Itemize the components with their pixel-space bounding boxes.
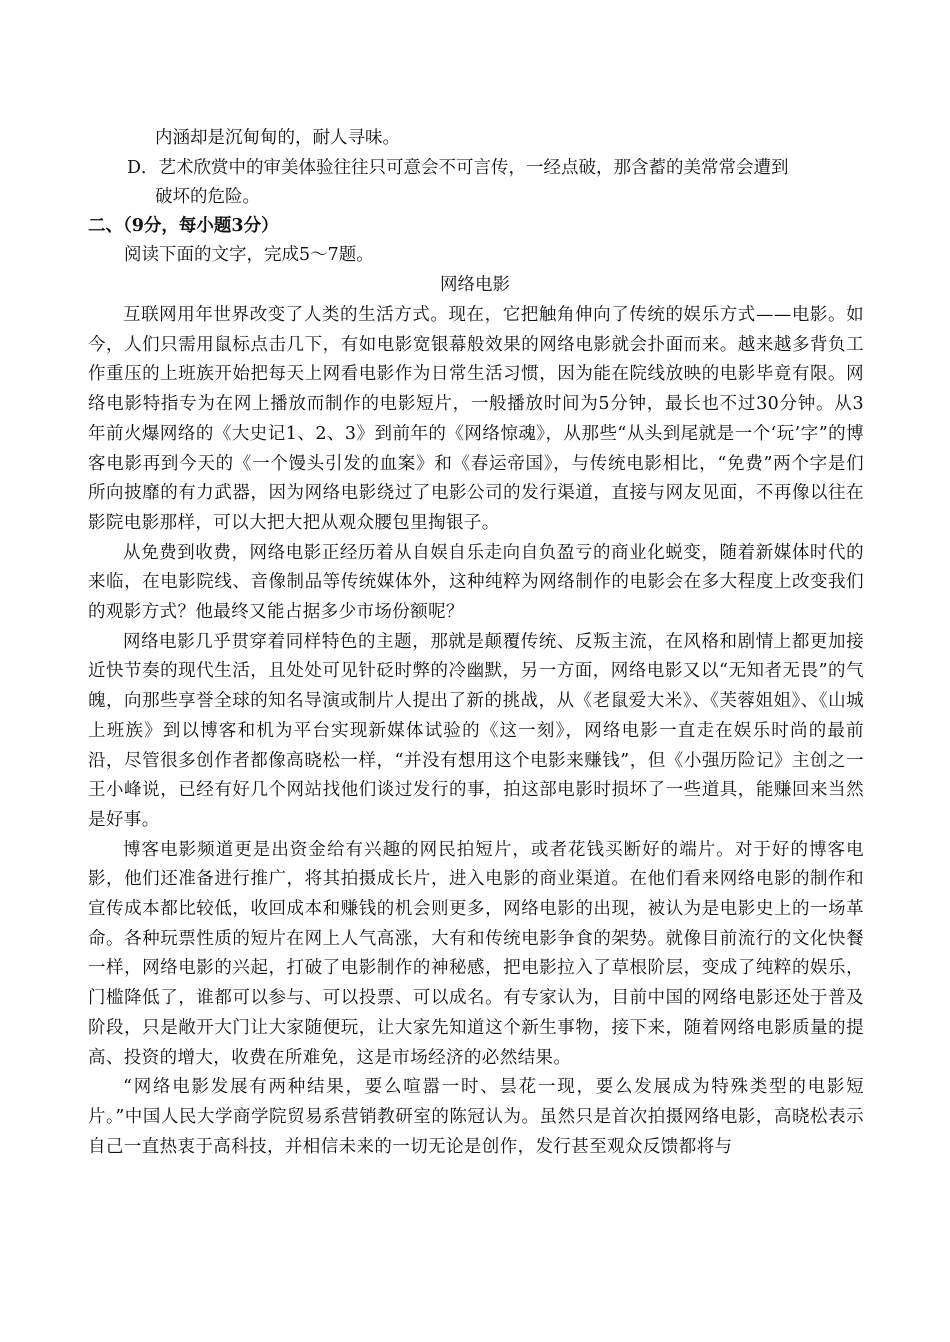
article-paragraph: “网络电影发展有两种结果，要么喧嚣一时、昙花一现，要么发展成为特殊类型的电影短片。”中国人民大学商学院贸易系营销教研室的陈冠认为。虽然只是首次拍摄网络电影，高晓松表示自己一直热衷于高科技，并相信未来的一切无论是创作，发行甚至观众反馈都将与 — [88, 1077, 864, 1157]
article-paragraph: 互联网用年世界改变了人类的生活方式。现在，它把触角伸向了传统的娱乐方式——电影。如今，人们只需用鼠标点击几下，有如电影宽银幕般效果的网络电影就会扑面而来。越来越多背负工作重压的上班族开始把每天上网看电影作为日常生活习惯，因为能在院线放映的电影毕竟有限。网络电影特指专为在网上播放而制作的电影短片，一般播放时间为5分钟，最长也不过30分钟。从3年前火爆网络的《大史记1、2、3》到前年的《网络惊魂》，从那些“从头到尾就是一个‘玩’字”的博客电影再到今天的《一个馒头引发的血案》和《春运帝国》，与传统电影相比，“免费”两个字是们所向披靡的有力武器，因为网络电影绕过了电影公司的发行渠道，直接与网友见面，不再像以往在影院电影那样，可以大把大把从观众腰包里掏银子。 — [88, 305, 864, 533]
option-d-line-1: D．艺术欣赏中的审美体验往往只可意会不可言传，一经点破，那含蓄的美常常会遭到 — [127, 158, 789, 178]
option-c-continuation: 内涵却是沉甸甸的，耐人寻味。 — [155, 128, 400, 148]
article-paragraph: 博客电影频道更是出资金给有兴趣的网民拍短片，或者花钱买断好的端片。对于好的博客电影，他们还准备进行推广，将其拍摄成长片，进入电影的商业渠道。在他们看来网络电影的制作和宣传成本都比较低，收回成本和赚钱的机会则更多，网络电影的出现，被认为是电影史上的一场革命。各种玩票性质的短片在网上人气高涨，大有和传统电影争食的架势。就像目前流行的文化快餐一样，网络电影的兴起，打破了电影制作的神秘感，把电影拉入了草根阶层，变成了纯粹的娱乐，门槛降低了，谁都可以参与、可以投票、可以成名。有专家认为，目前中国的网络电影还处于普及阶段，只是敞开大门让大家随便玩，让大家先知道这个新生事物，接下来，随着网络电影质量的提高、投资的增大，收费在所难免，这是市场经济的必然结果。 — [88, 839, 864, 1068]
section-heading: 二、（9分，每小题3分） — [88, 216, 279, 236]
article-body — [88, 301, 864, 1162]
option-d-line-2: 破坏的危险。 — [155, 187, 260, 207]
article-title: 网络电影 — [440, 275, 510, 295]
article-paragraph: 网络电影几乎贯穿着同样特色的主题，那就是颠覆传统、反叛主流，在风格和剧情上都更加接近快节奏的现代生活，且处处可见针砭时弊的冷幽默，另一方面，网络电影又以“无知者无畏”的气魄，向那些享誉全球的知名导演或制片人提出了新的挑战，从《老鼠爱大米》、《芙蓉姐姐》、《山城上班族》到以博客和机为平台实现新媒体试验的《这一刻》，网络电影一直走在娱乐时尚的最前沿，尽管很多创作者都像高晓松一样，“并没有想用这个电影来赚钱”，但《小强历险记》主创之一王小峰说，已经有好几个网站找他们谈过发行的事，拍这部电影时损坏了一些道具，能赚回来当然是好事。 — [88, 631, 864, 830]
section-instruction: 阅读下面的文字，完成5～7题。 — [124, 245, 374, 265]
article-paragraph: 从免费到收费，网络电影正经历着从自娱自乐走向自负盈亏的商业化蜕变，随着新媒体时代的来临，在电影院线、音像制品等传统媒体外，这种纯粹为网络制作的电影会在多大程度上改变我们的观影方式？他最终又能占据多少市场份额呢？ — [88, 542, 864, 623]
